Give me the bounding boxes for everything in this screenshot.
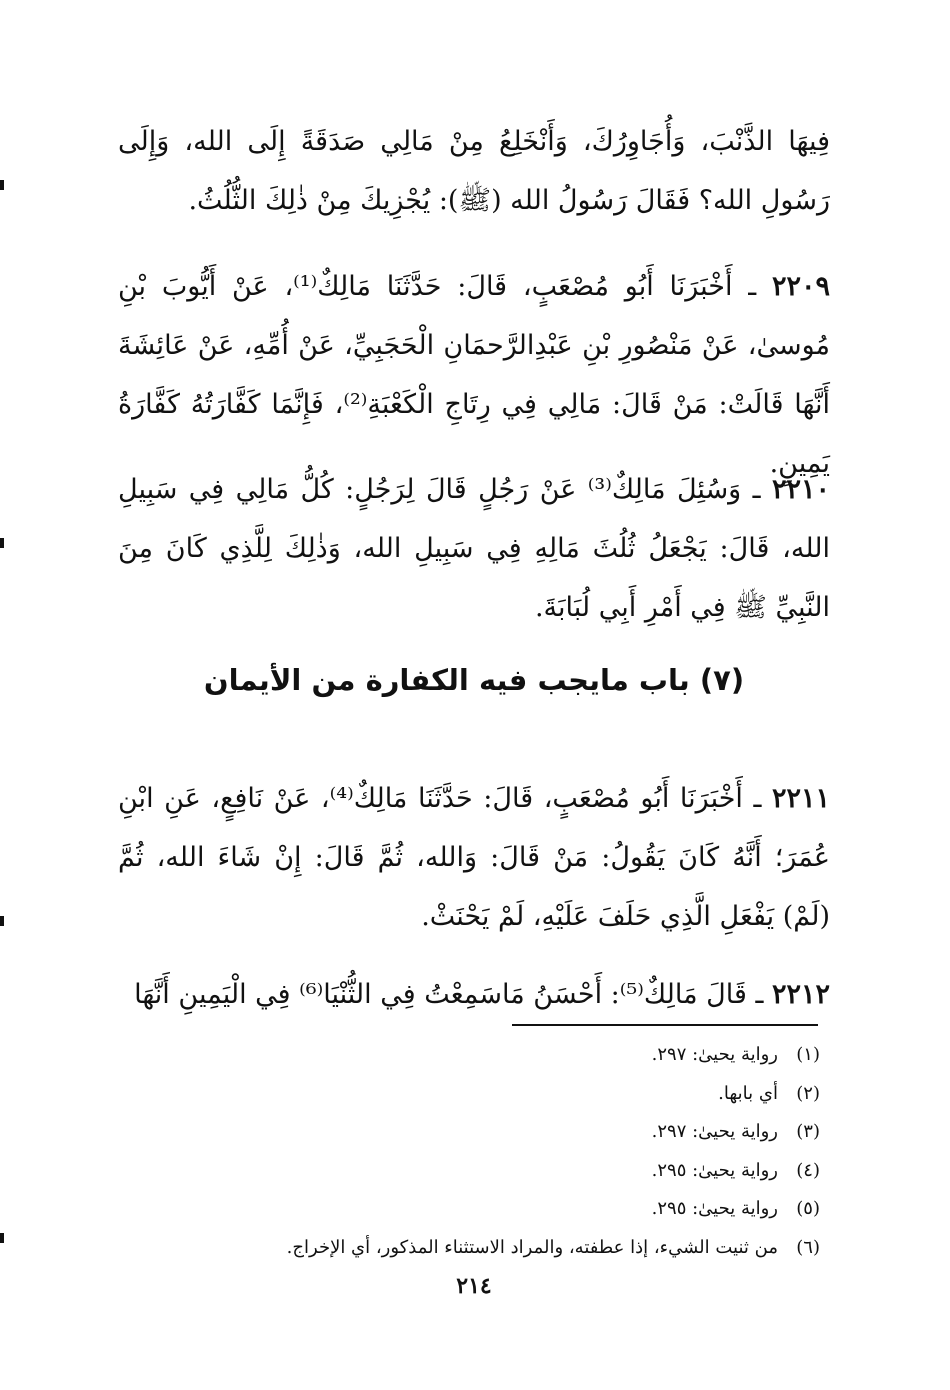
footnote-number: (٤) — [796, 1159, 820, 1181]
hadith-2209 — [118, 257, 830, 493]
hadith-2212 — [118, 965, 830, 1024]
hadith-text: ـ أَخْبَرَنَا أَبُو مُصْعَبٍ، قَالَ: حَدَّثَنَا مَالِكٌ⁽¹⁾، عَنْ أَيُّوبَ بْنِ مُوسىٰ، عَنْ مَنْصُورِ بْنِ عَبْدِالرَّحمَانِ الْحَجَبِيِّ، عَنْ أُمِّهِ، عَنْ عَائِشَةَ أَنَّهَا قَالَتْ: مَنْ قَالَ: مَالِي فِي رِتَاجِ الْكَعْبَةِ⁽²⁾، فَإِنَّمَا كَفَّارَتُهُ كَفَّارَةُ يَمِينٍ. — [118, 271, 830, 479]
footnote-item — [120, 1152, 820, 1191]
paragraph-intro: فِيهَا الذَّنْبَ، وَأُجَاوِرُكَ، وَأَنْخَلِعُ مِنْ مَالِي صَدَقَةً إِلَى الله، وَإِلَى رَسُولِ الله؟ فَقَالَ رَسُولُ الله (ﷺ): يُجْزِيكَ مِنْ ذٰلِكَ الثُّلُثُ. — [118, 126, 830, 216]
hadith-2210 — [118, 460, 830, 637]
hadith-number: ٢٢١٠ — [771, 474, 830, 505]
page-number: ٢١٤ — [456, 1273, 492, 1299]
hadith-number: ٢٢١١ — [771, 783, 830, 814]
hadith-text: ـ قَالَ مَالِكٌ⁽⁵⁾: أَحْسَنُ مَاسَمِعْتُ فِي الثُّنْيَا⁽⁶⁾ فِي الْيَمِينِ أَنَّهَا — [134, 979, 764, 1010]
footnote-item — [120, 1113, 820, 1152]
book-page — [118, 0, 830, 1390]
footnote-item — [120, 1190, 820, 1229]
scan-edge-mark — [0, 180, 4, 190]
footnote-item — [120, 1229, 820, 1268]
scan-edge-mark — [0, 916, 4, 926]
footnote-text: رواية يحيىٰ: ٢٩٧. — [651, 1044, 778, 1065]
hadith-text: ـ أَخْبَرَنَا أَبُو مُصْعَبٍ، قَالَ: حَدَّثَنَا مَالِكٌ⁽⁴⁾، عَنْ نَافِعٍ، عَنِ ابْنِ عُمَرَ؛ أَنَّهُ كَانَ يَقُولُ: مَنْ قَالَ: وَالله، ثُمَّ قَالَ: إِنْ شَاءَ الله، ثُمَّ (لَمْ) يَفْعَلِ الَّذِي حَلَفَ عَلَيْهِ، لَمْ يَحْنَثْ. — [118, 783, 830, 932]
footnote-number: (٢) — [796, 1082, 820, 1104]
footnote-number: (٣) — [796, 1121, 820, 1142]
footnote-number: (٦) — [796, 1236, 820, 1258]
footnote-text: رواية يحيىٰ: ٢٩٧. — [651, 1121, 778, 1142]
hadith-text: ـ وَسُئِلَ مَالِكٌ⁽³⁾ عَنْ رَجُلٍ قَالَ لِرَجُلٍ: كُلُّ مَالِي فِي سَبِيلِ الله، قَالَ: يَجْعَلُ ثُلُثَ مَالِهِ فِي سَبِيلِ الله، وَذٰلِكَ لِلَّذِي كَانَ مِنَ النَّبِيِّ ﷺ فِي أَمْرِ أَبِي لُبَابَةَ. — [118, 474, 830, 623]
hadith-2211 — [118, 769, 830, 946]
footnote-text: رواية يحيىٰ: ٢٩٥. — [651, 1159, 778, 1181]
chapter-heading: (٧) باب مايجب فيه الكفارة من الأيمان — [203, 663, 745, 697]
footnote-item — [120, 1075, 820, 1114]
footnotes-list — [120, 1036, 820, 1267]
footnote-item — [120, 1036, 820, 1075]
footnote-number: (١) — [796, 1044, 820, 1065]
hadith-number: ٢٢٠٩ — [771, 271, 830, 302]
scan-edge-mark — [0, 538, 4, 548]
hadith-number: ٢٢١٢ — [771, 979, 830, 1010]
footnote-text: أي بابها. — [718, 1082, 778, 1104]
footnote-number: (٥) — [796, 1198, 820, 1219]
scan-edge-mark — [0, 1233, 4, 1243]
footnote-text: من ثنيت الشيء، إذا عطفته، والمراد الاستثناء المذكور، أي الإخراج. — [286, 1236, 778, 1258]
footnote-separator — [512, 1024, 818, 1026]
footnote-text: رواية يحيىٰ: ٢٩٥. — [651, 1198, 778, 1219]
